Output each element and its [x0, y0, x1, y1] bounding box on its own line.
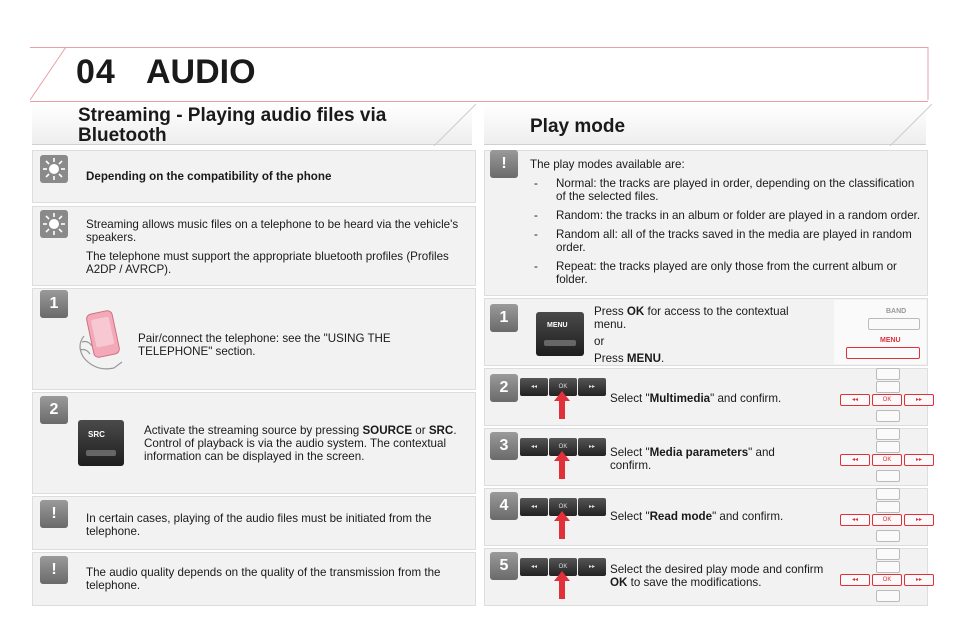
keypad-illustration	[836, 368, 940, 426]
keypad-forward-key: ▸▸	[904, 514, 934, 526]
keypad-up-key	[876, 428, 900, 440]
keypad-down-key	[876, 530, 900, 542]
step-number-badge: 5	[490, 552, 518, 580]
step1-pair-text: Pair/connect the telephone: see the "USING THE TELEPHONE" section.	[138, 332, 391, 358]
keypad-illustration	[836, 428, 940, 486]
keypad-key	[876, 441, 900, 453]
header-corner-right	[912, 47, 932, 100]
up-arrow-icon	[554, 391, 570, 419]
menu-button[interactable]	[536, 312, 584, 356]
rewind-button[interactable]: ◂◂	[520, 558, 548, 576]
right-step2-text: Select "Multimedia" and confirm.	[610, 392, 782, 405]
menu-button-label: MENU	[547, 322, 568, 329]
src-button[interactable]	[78, 420, 124, 466]
warning-icon: !	[40, 556, 68, 584]
keypad-up-key	[876, 368, 900, 380]
step-number-badge: 1	[40, 290, 68, 318]
header-corner	[30, 47, 66, 100]
rewind-button[interactable]: ◂◂	[520, 438, 548, 456]
up-arrow-icon	[554, 571, 570, 599]
step-number-badge: 2	[40, 396, 68, 424]
ok-button[interactable]: OK	[549, 378, 577, 396]
keypad-up-key	[876, 548, 900, 560]
keypad-forward-key: ▸▸	[904, 394, 934, 406]
forward-button[interactable]: ▸▸	[578, 438, 606, 456]
ok-button[interactable]: OK	[549, 438, 577, 456]
step-number-badge: 2	[490, 374, 518, 402]
play-modes-text: The play modes available are: - Normal: the tracks are played in order, depending on the classification of the selected files. - Random: the tracks in an album or folder are played in a random order. - Random all: all of the tracks saved in the media are played in random order. - Repeat: the tracks played are only those from the current album or folder.	[530, 158, 921, 286]
sun-icon	[40, 210, 68, 238]
sun-icon	[40, 155, 68, 183]
up-arrow-icon	[554, 451, 570, 479]
keypad-illustration	[836, 548, 940, 606]
keypad-down-key	[876, 410, 900, 422]
right-section-title: Play mode	[530, 116, 626, 137]
keypad-ok-key: OK	[872, 574, 902, 586]
menu-button-ridge	[544, 340, 576, 346]
src-button-label: SRC	[88, 430, 105, 439]
play-modes-list	[530, 177, 922, 286]
list-item: - Random: the tracks in an album or folder are played in a random order.	[534, 209, 921, 222]
phone-in-hand-icon	[74, 306, 134, 374]
forward-button[interactable]: ▸▸	[578, 378, 606, 396]
band-key	[868, 318, 920, 330]
keypad-key	[876, 381, 900, 393]
menu-label-red: MENU	[880, 337, 901, 344]
warning-icon: !	[490, 150, 518, 178]
keypad-down-key	[876, 590, 900, 602]
warning-quality-text: The audio quality depends on the quality of the transmission from the telephone.	[86, 566, 441, 592]
src-button-ridge	[86, 450, 116, 456]
warning-initiate-text: In certain cases, playing of the audio files must be initiated from the telephone.	[86, 512, 432, 538]
chapter-title: AUDIO	[146, 53, 256, 91]
ok-button[interactable]: OK	[549, 558, 577, 576]
keypad-up-key	[876, 488, 900, 500]
chapter-number: 04	[76, 53, 116, 91]
band-label: BAND	[886, 308, 907, 315]
keypad-rewind-key: ◂◂	[840, 394, 870, 406]
step-number-badge: 3	[490, 432, 518, 460]
tip-streaming-text: Streaming allows music files on a telephone to be heard via the vehicle's speakers. The telephone must support the appropriate bluetooth profiles (Profiles A2DP / AVRCP).	[86, 218, 459, 276]
keypad-key	[876, 561, 900, 573]
right-step3-text: Select "Media parameters" and confirm.	[610, 446, 775, 472]
right-title-diag	[876, 104, 932, 146]
step-number-badge: 1	[490, 304, 518, 332]
keypad-forward-key: ▸▸	[904, 454, 934, 466]
keypad-rewind-key: ◂◂	[840, 454, 870, 466]
keypad-key	[876, 501, 900, 513]
step-number-badge: 4	[490, 492, 518, 520]
forward-button[interactable]: ▸▸	[578, 498, 606, 516]
tip-compat-text: Depending on the compatibility of the phone	[86, 170, 332, 183]
forward-button[interactable]: ▸▸	[578, 558, 606, 576]
keypad-forward-key: ▸▸	[904, 574, 934, 586]
list-item: - Repeat: the tracks played are only those from the current album or folder.	[534, 260, 897, 286]
keypad-rewind-key: ◂◂	[840, 574, 870, 586]
left-title-diag	[420, 104, 476, 146]
menu-key	[846, 347, 920, 359]
list-item: - Normal: the tracks are played in order, depending on the classification of the selected files.	[534, 177, 915, 203]
keypad-ok-key: OK	[872, 454, 902, 466]
menu-band-panel-illustration	[834, 300, 926, 364]
rewind-button[interactable]: ◂◂	[520, 378, 548, 396]
up-arrow-icon	[554, 511, 570, 539]
list-item: - Random all: all of the tracks saved in the media are played in random order.	[534, 228, 912, 254]
keypad-illustration	[836, 488, 940, 546]
keypad-ok-key: OK	[872, 394, 902, 406]
keypad-ok-key: OK	[872, 514, 902, 526]
keypad-down-key	[876, 470, 900, 482]
warning-icon: !	[40, 500, 68, 528]
keypad-rewind-key: ◂◂	[840, 514, 870, 526]
right-step1-text: Press OK for access to the contextual menu. or Press MENU.	[594, 305, 789, 365]
step2-activate-text: Activate the streaming source by pressing SOURCE or SRC. Control of playback is via the audio system. The contextual information can be displayed in the screen.	[144, 424, 457, 463]
right-step5-text: Select the desired play mode and confirm OK to save the modifications.	[610, 563, 824, 589]
left-section-title: Streaming - Playing audio files via Bluetooth	[78, 105, 387, 146]
rewind-button[interactable]: ◂◂	[520, 498, 548, 516]
ok-button[interactable]: OK	[549, 498, 577, 516]
right-step4-text: Select "Read mode" and confirm.	[610, 510, 784, 523]
